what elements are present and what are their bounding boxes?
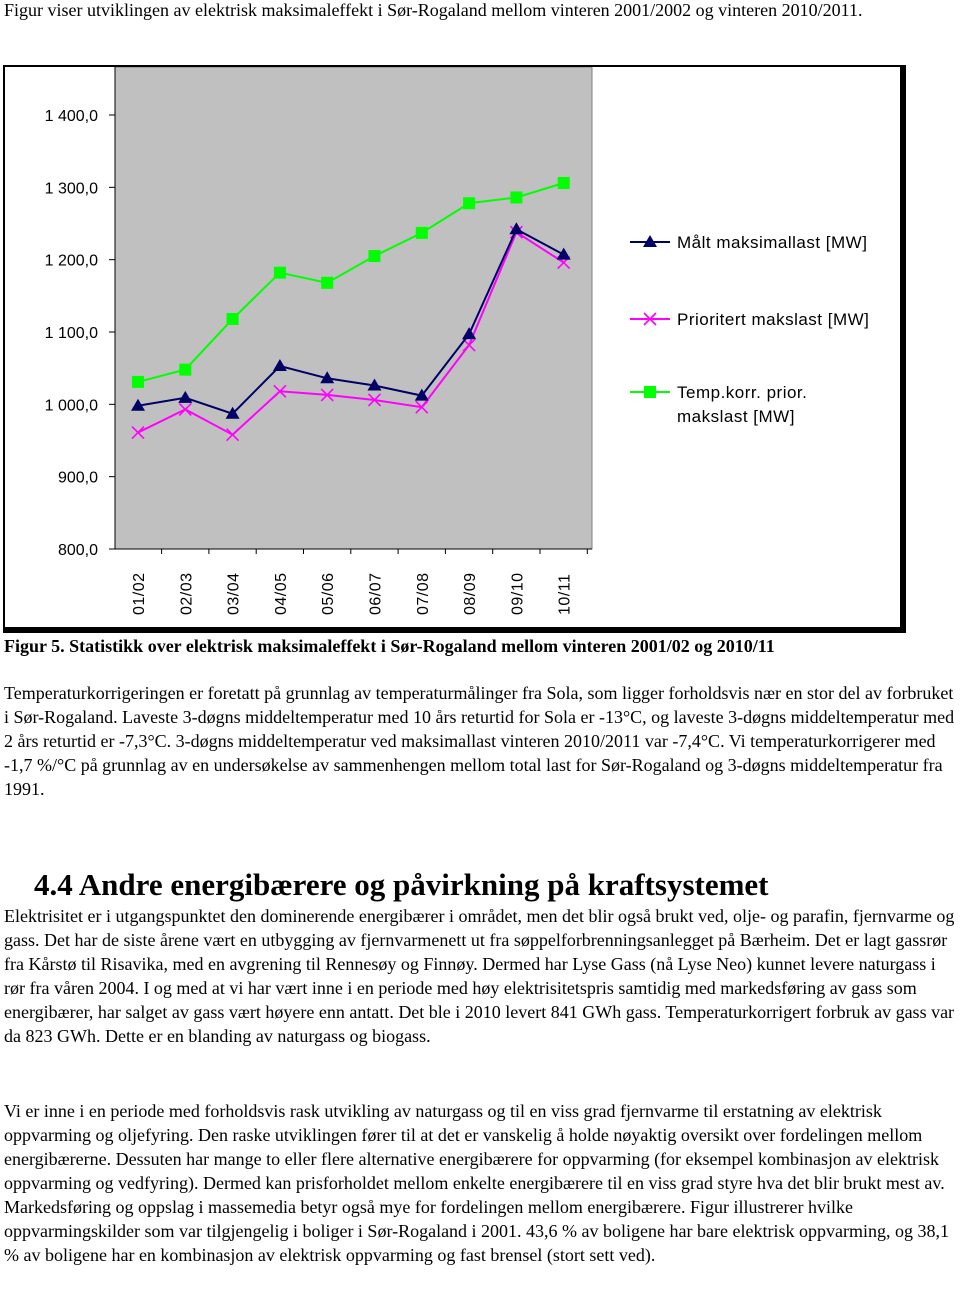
x-tick-label: 02/03 <box>178 572 196 615</box>
paragraph-temperature-correction: Temperaturkorrigeringen er foretatt på grunnlag av temperaturmålinger fra Sola, som ligger forholdsvis nær en stor del av forbruket i Sør-Rogaland. Laveste 3-døgns middeltemperatur med 10 års returtid for Sola er -13°C, og laveste 3-døgns middeltemperatur med 2 års returtid er -7,3°C. 3-døgns middeltemperatur ved maksimallast vinteren 2010/2011 var -7,4°C. Vi temperaturkorrigerer med -1,7 %/°C på grunnlag av en undersøkelse av sammenhengen mellom total last for Sør-Rogaland og 3-døgns middeltemperatur fra 1991. <box>4 683 955 799</box>
paragraph-heating-development: Vi er inne i en periode med forholdsvis rask utvikling av naturgass og til en viss grad fjernvarme til erstatning av elektrisk oppvarming og oljefyring. Den raske utviklingen fører til at det er vanskelig å holde nøyaktig oversikt over fordelingen mellom energibærerne. Dessuten har mange to eller flere alternative energibærere for oppvarming (for eksempel kombinasjon av elektrisk oppvarming og vedfyring). Dermed kan prisforholdet mellom enkelte energibærere til en viss grad styre hva det blir brukt mest av. Markedsføring og oppslag i massemedia betyr også mye for fordelingen mellom energibærere. Figur illustrerer hvilke oppvarmingskilder som var tilgjengelig i boliger i Sør-Rogaland i 2001. 43,6 % av boligene har bare elektrisk oppvarming, og 38,1 % av boligene har en kombinasjon av elektrisk oppvarming og fast brensel (stort sett ved). <box>4 1101 949 1265</box>
x-tick-label: 05/06 <box>320 572 338 615</box>
square-marker <box>558 177 570 189</box>
y-tick-label: 800,0 <box>57 542 98 559</box>
square-marker <box>510 191 522 203</box>
figure-caption: Figur 5. Statistikk over elektrisk maksimaleffekt i Sør-Rogaland mellom vinteren 2001/02 og 2010/11 <box>4 636 775 656</box>
y-tick-label: 1 300,0 <box>44 180 98 198</box>
x-axis-ticks <box>131 549 587 615</box>
x-tick-label: 06/07 <box>367 572 385 615</box>
y-axis-ticks <box>45 108 115 559</box>
y-tick-label: 1 400,0 <box>44 108 98 125</box>
legend-label: Målt maksimallast [MW] <box>677 233 868 252</box>
x-tick-label: 09/10 <box>509 572 527 615</box>
y-tick-label: 1 200,0 <box>44 252 98 270</box>
max-load-line-chart <box>5 67 902 627</box>
section-heading: 4.4 Andre energibærere og påvirkning på kraftsystemet <box>34 867 769 902</box>
square-marker <box>463 197 475 209</box>
y-tick-label: 900,0 <box>57 469 98 487</box>
legend-item-2 <box>630 383 807 426</box>
legend-item-1 <box>630 310 869 329</box>
legend-label: makslast [MW] <box>677 407 795 426</box>
square-marker <box>132 376 144 388</box>
x-tick-label: 03/04 <box>225 572 243 615</box>
chart-frame <box>3 65 906 633</box>
legend-label: Temp.korr. prior. <box>677 383 808 402</box>
x-tick-label: 10/11 <box>556 573 574 615</box>
legend-item-0 <box>630 233 867 252</box>
intro-text: Figur viser utviklingen av elektrisk maksimaleffekt i Sør-Rogaland mellom vinteren 2001/2002 og vinteren 2010/2011. <box>4 0 863 20</box>
y-tick-label: 1 100,0 <box>44 325 98 342</box>
square-marker <box>416 227 428 239</box>
plot-area <box>115 67 592 549</box>
x-tick-label: 04/05 <box>272 572 290 615</box>
square-marker <box>321 277 333 289</box>
square-marker <box>369 250 381 262</box>
legend <box>630 233 869 426</box>
y-tick-label: 1 000,0 <box>44 397 98 415</box>
x-tick-label: 07/08 <box>414 572 432 615</box>
paragraph-energy-carriers: Elektrisitet er i utgangspunktet den dominerende energibærer i området, men det blir også brukt ved, olje- og parafin, fjernvarme og gass. Det har de siste årene vært en utbygging av fjernvarmenett ut fra søppelforbrenningsanlegget på Bærheim. Det er lagt gassrør fra Kårstø til Risavika, med en avgrening til Rennesøy og Finnøy. Dermed har Lyse Gass (nå Lyse Neo) kunnet levere naturgass i rør fra våren 2004. I og med at vi har vært inne i en periode med høy elektrisitetspris samtidig med markedsføring av gass som energibærer, har salget av gass vært høyere enn antatt. Det ble i 2010 levert 841 GWh gass. Temperaturkorrigert forbruk av gass var da 823 GWh. Dette er en blanding av naturgass og biogass. <box>4 906 955 1046</box>
square-marker <box>179 364 191 376</box>
square-marker <box>274 267 286 279</box>
legend-label: Prioritert makslast [MW] <box>677 310 870 329</box>
x-tick-label: 08/09 <box>462 572 480 615</box>
square-marker <box>227 313 239 325</box>
x-tick-label: 01/02 <box>131 572 148 615</box>
square-marker <box>644 386 656 398</box>
